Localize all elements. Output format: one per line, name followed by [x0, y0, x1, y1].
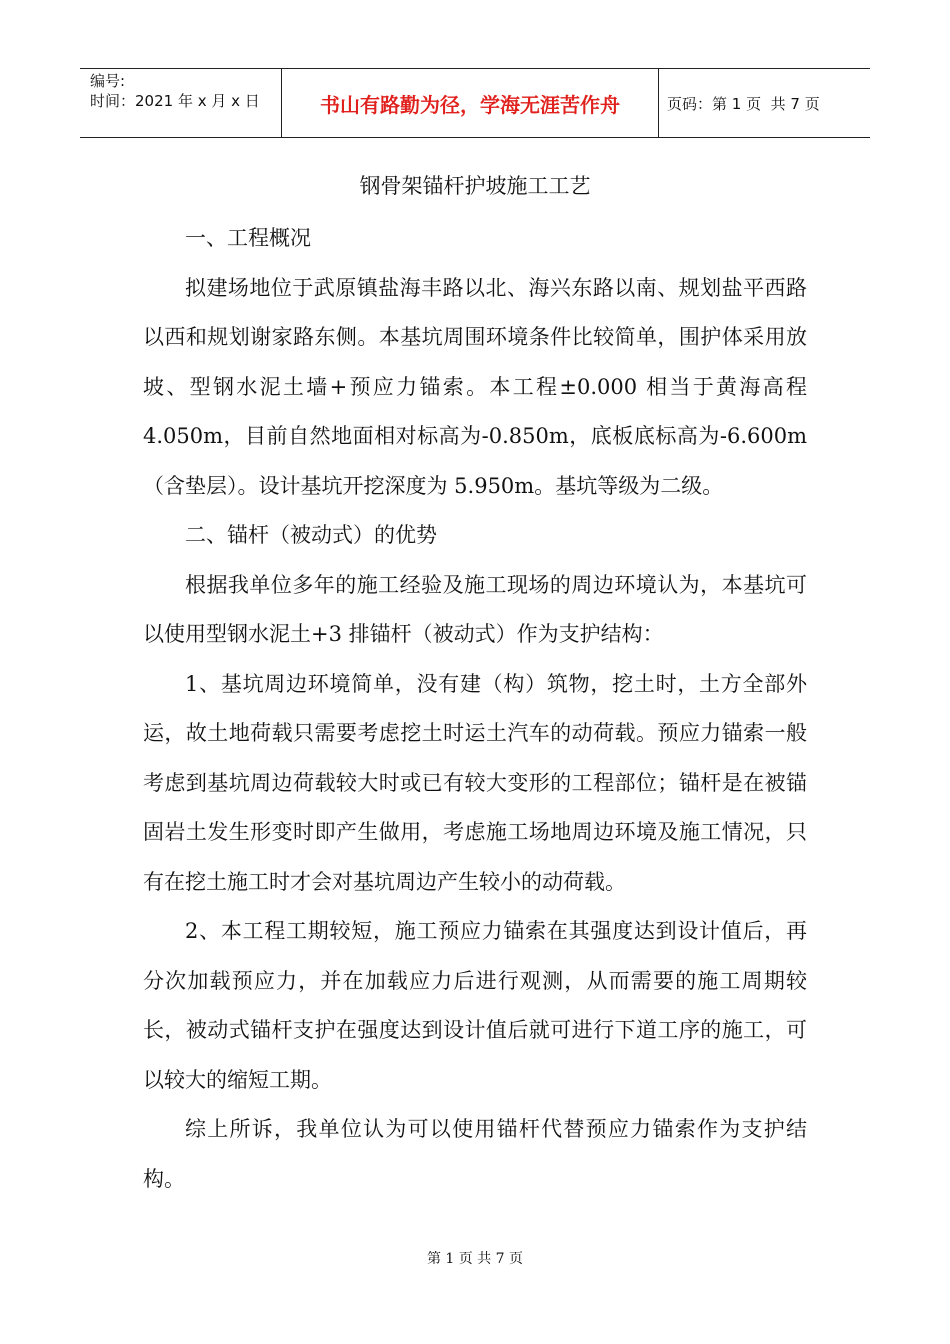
header-meta [80, 69, 282, 137]
header-page-info: 页码：第 1 页 共 7 页 [667, 94, 820, 113]
paragraph-overview: 拟建场地位于武原镇盐海丰路以北、海兴东路以南、规划盐平西路以西和规划谢家路东侧。本基坑周围环境条件比较简单，围护体采用放坡、型钢水泥土墙+预应力锚索。本工程±0.000 相当于黄海高程 4.050m，目前自然地面相对标高为-0.850m，底板底标高为-6.600m（含垫层）。设计基坑开挖深度为 5.950m。基坑等级为二级。 [143, 275, 807, 498]
page-footer: 第 1 页 共 7 页 [426, 1251, 524, 1267]
document-title: 钢骨架锚杆护坡施工工艺 [359, 174, 591, 198]
paragraph-point-1: 1、基坑周边环境简单，没有建（构）筑物，挖土时，土方全部外运，故土地荷载只需要考虑挖土时运土汽车的动荷载。预应力锚索一般考虑到基坑周边荷载较大时或已有较大变形的工程部位；锚杆是在被锚固岩土发生形变时即产生做用，考虑施工场地周边环境及施工情况，只有在挖土施工时才会对基坑周边产生较小的动荷载。 [143, 671, 807, 894]
paragraph-conclusion: 综上所诉，我单位认为可以使用锚杆代替预应力锚索作为支护结构。 [143, 1117, 807, 1191]
document-body [143, 214, 807, 1204]
time-label: 时间：2021 年 x 月 x 日 [90, 92, 260, 110]
paragraph-point-2: 2、本工程工期较短，施工预应力锚索在其强度达到设计值后，再分次加载预应力，并在加载应力后进行观测，从而需要的施工周期较长，被动式锚杆支护在强度达到设计值后就可进行下道工序的施工，可以较大的缩短工期。 [143, 919, 807, 1092]
section-heading-advantages: 二、锚杆（被动式）的优势 [185, 523, 437, 547]
header-motto: 书山有路勤为径，学海无涯苦作舟 [282, 69, 659, 137]
page-header [80, 68, 870, 138]
number-label: 编号: [90, 72, 126, 90]
section-heading-overview: 一、工程概况 [185, 226, 311, 250]
paragraph-intro: 根据我单位多年的施工经验及施工现场的周边环境认为，本基坑可以使用型钢水泥土+3 排锚杆（被动式）作为支护结构： [143, 572, 807, 646]
